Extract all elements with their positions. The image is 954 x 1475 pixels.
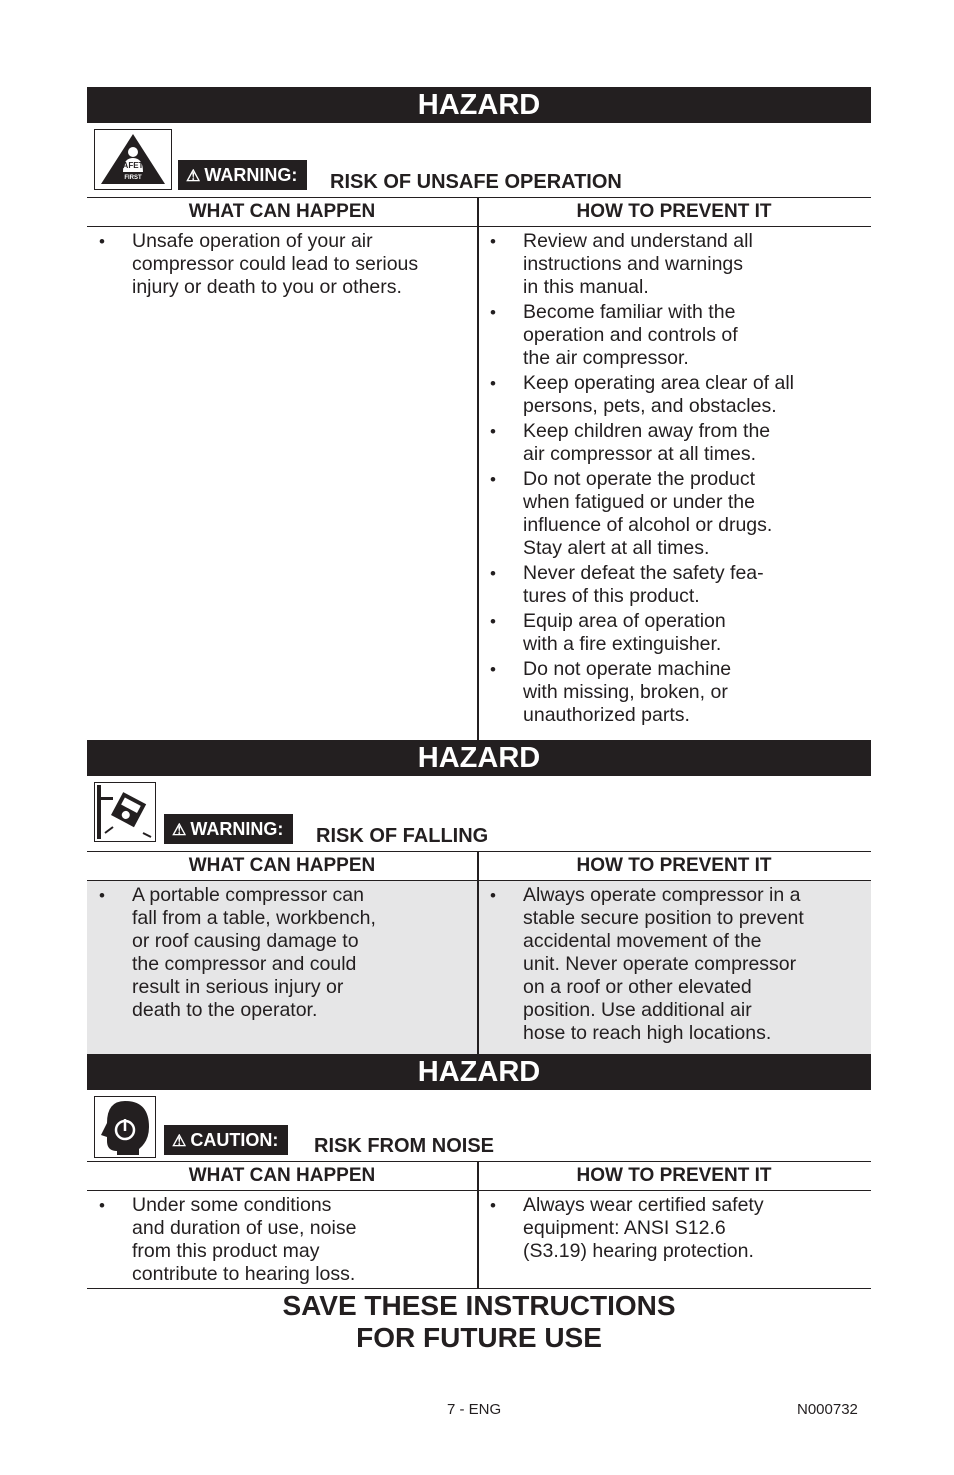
table-header: [87, 851, 871, 881]
col-header-what: WHAT CAN HAPPEN: [188, 855, 376, 876]
warning-triangle-icon: ⚠: [186, 168, 201, 185]
badge-label: WARNING:: [204, 165, 298, 185]
what-can-happen-list: [92, 1194, 472, 1288]
how-to-prevent-list: [483, 884, 868, 1047]
warning-triangle-icon: ⚠: [172, 1133, 187, 1150]
list-item: • Never defeat the safety fea- tures of this product.: [490, 562, 764, 607]
list-item: • Under some conditions and duration of use, noise from this product may contribute to hearing loss.: [99, 1194, 357, 1285]
hearing-protection-icon: [94, 1096, 156, 1158]
what-can-happen-list: [92, 884, 472, 1024]
col-header-how: HOW TO PREVENT IT: [576, 855, 772, 876]
table-body: [87, 881, 871, 1054]
falling-compressor-icon: [94, 782, 156, 842]
list-item: • Keep operating area clear of all persons, pets, and obstacles.: [490, 372, 795, 417]
save-instructions-line-2: FOR FUTURE USE: [356, 1322, 602, 1353]
badge-label: WARNING:: [190, 819, 284, 839]
list-item: • Unsafe operation of your air compressor could lead to serious injury or death to you or others.: [99, 230, 419, 298]
how-to-prevent-list: [483, 1194, 868, 1265]
warning-triangle-icon: ⚠: [172, 822, 187, 839]
list-item: • Equip area of operation with a fire extinguisher.: [490, 610, 726, 655]
list-item: • Review and understand all instructions and warnings in this manual.: [490, 230, 753, 298]
warning-badge-2: [164, 814, 293, 844]
list-item: • Do not operate machine with missing, broken, or unauthorized parts.: [490, 658, 732, 726]
hazard-bar-1: HAZARD: [87, 87, 871, 123]
risk-title-2: RISK OF FALLING: [316, 825, 489, 847]
col-header-how: HOW TO PREVENT IT: [576, 1165, 772, 1186]
badge-label: CAUTION:: [190, 1130, 279, 1150]
page-number: 7 - ENG: [447, 1401, 502, 1418]
list-item: • Keep children away from the air compressor at all times.: [490, 420, 771, 465]
warning-badge-1: [178, 160, 307, 190]
table-body: [87, 1191, 871, 1289]
caution-badge: [164, 1125, 288, 1155]
safety-icon-text-1: SAFETY: [117, 161, 149, 170]
list-item: • Become familiar with the operation and controls of the air compressor.: [490, 301, 738, 369]
save-instructions-line-1: SAVE THESE INSTRUCTIONS: [282, 1290, 676, 1321]
safety-icon-text-2: FIRST: [124, 175, 142, 181]
list-item: • Always wear certified safety equipment: ANSI S12.6 (S3.19) hearing protection.: [490, 1194, 764, 1262]
table-header: [87, 1161, 871, 1191]
col-header-what: WHAT CAN HAPPEN: [188, 1165, 376, 1186]
table-header: [87, 197, 871, 227]
col-header-how: HOW TO PREVENT IT: [576, 201, 772, 222]
hazard-bar-3: HAZARD: [87, 1054, 871, 1090]
hazard-bar-2: HAZARD: [87, 740, 871, 776]
how-to-prevent-list: [483, 230, 868, 729]
safety-first-icon: [94, 129, 172, 190]
what-can-happen-list: [92, 230, 472, 301]
risk-title-1: RISK OF UNSAFE OPERATION: [330, 171, 622, 193]
document-code: N000732: [797, 1401, 858, 1418]
list-item: • A portable compressor can fall from a table, workbench, or roof causing damage to the compressor and could result in serious injury or death to the operator.: [99, 884, 376, 1021]
list-item: • Do not operate the product when fatigued or under the influence of alcohol or drugs. Stay alert at all times.: [490, 468, 773, 559]
table-body: [87, 227, 871, 740]
col-header-what: WHAT CAN HAPPEN: [188, 201, 376, 222]
list-item: • Always operate compressor in a stable secure position to prevent accidental movement of the unit. Never operate compressor on a roof or other elevated position. Use additional air hose to reach high locations.: [490, 884, 804, 1044]
risk-title-3: RISK FROM NOISE: [314, 1135, 495, 1157]
